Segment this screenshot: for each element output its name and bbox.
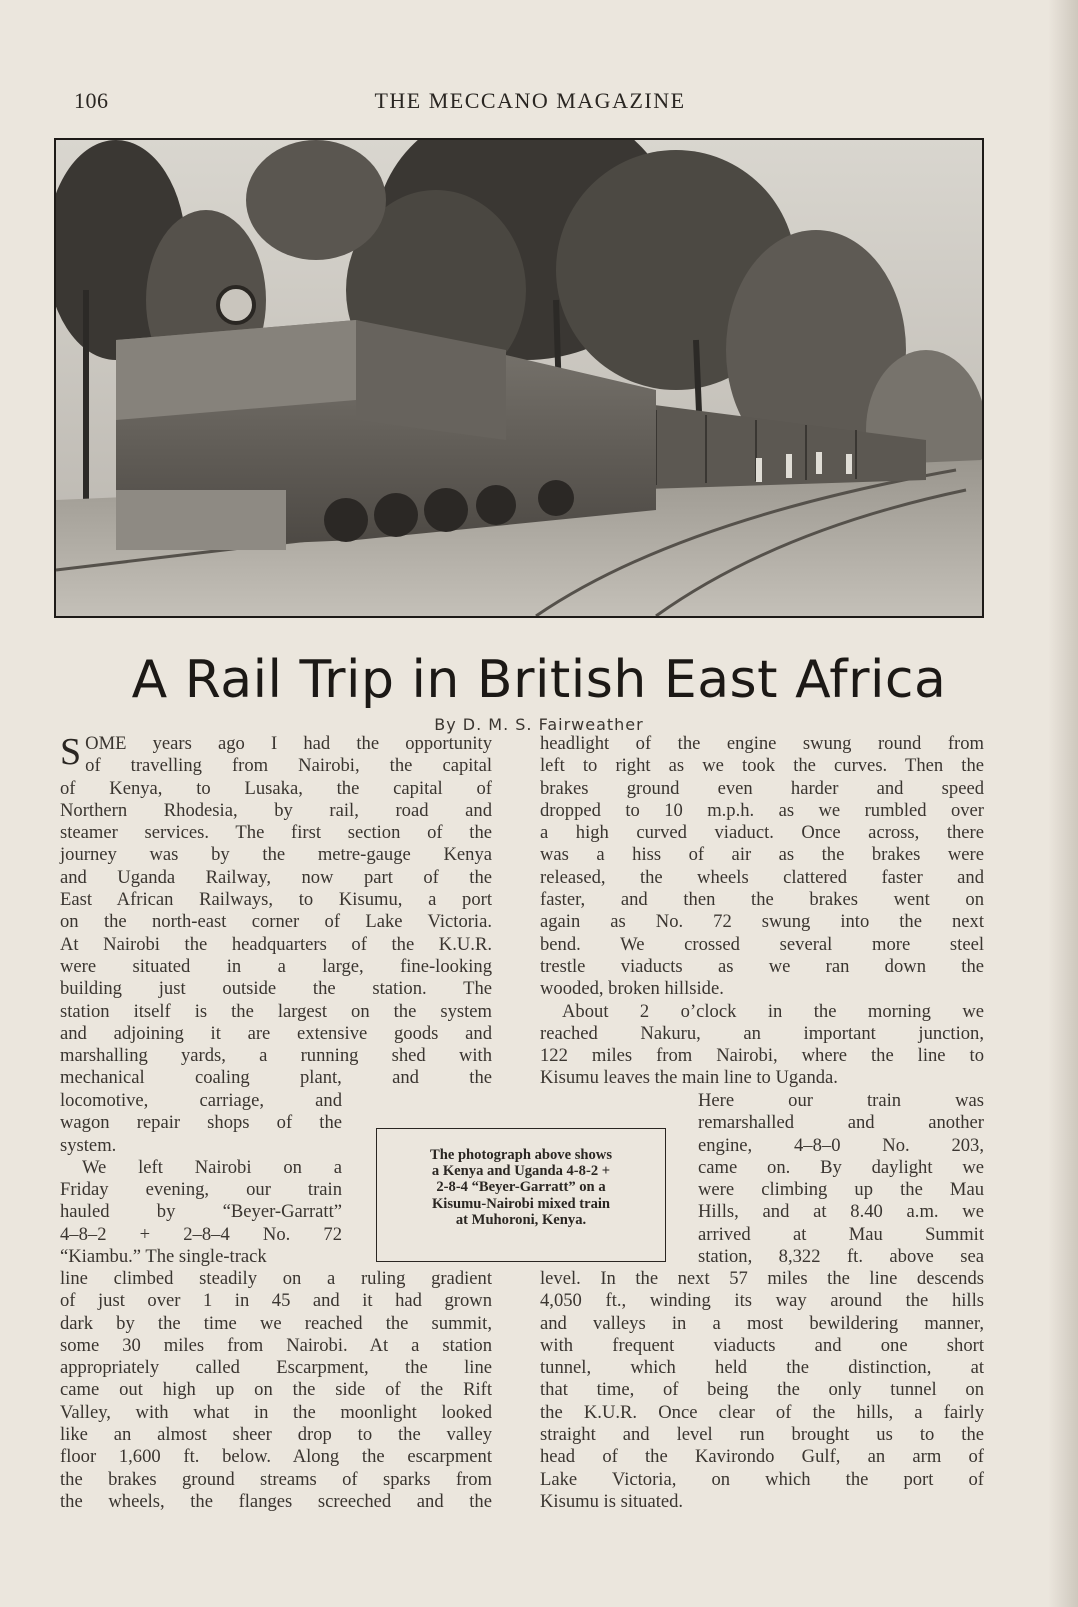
text-line: straight and level run brought us to the <box>540 1424 984 1446</box>
text-line: OME years ago I had the opportunity <box>85 733 492 754</box>
text-line: station, 8,322 ft. above sea <box>698 1246 984 1268</box>
text-line: on the north-east corner of Lake Victoria. <box>60 911 492 933</box>
text-line: tunnel, which held the distinction, at <box>540 1357 984 1379</box>
text-line: locomotive, carriage, and <box>60 1090 342 1111</box>
page-edge-shadow <box>1048 0 1078 1607</box>
train-photograph <box>54 138 984 618</box>
page-header <box>70 88 990 124</box>
text-line: were situated in a large, fine-looking <box>60 955 492 977</box>
text-line: line climbed steadily on a ruling gradient <box>60 1268 492 1289</box>
text-line: Here our train was <box>698 1090 984 1111</box>
text-line: Friday evening, our train <box>60 1179 342 1201</box>
article-title: A Rail Trip in British East Africa <box>131 650 947 710</box>
text-line: wooded, broken hillside. <box>540 978 724 1000</box>
text-line: the K.U.R. Once clear of the hills, a fairly <box>540 1401 984 1423</box>
caption-line: at Muhoroni, Kenya. <box>455 1211 587 1228</box>
text-line: trestle viaducts as we ran down the <box>540 955 984 977</box>
text-line: came on. By daylight we <box>698 1156 984 1178</box>
column-2-narrow <box>698 1090 984 1268</box>
text-line: reached Nakuru, an important junction, <box>540 1022 984 1044</box>
text-line: again as No. 72 swung into the next <box>540 911 984 933</box>
text-line: appropriately called Escarpment, the line <box>60 1357 492 1379</box>
text-line: dropped to 10 m.p.h. as we rumbled over <box>540 799 984 821</box>
text-line: 4–8–2 + 2–8–4 No. 72 <box>60 1223 342 1245</box>
magazine-title: THE MECCANO MAGAZINE <box>374 88 686 113</box>
text-line: engine, 4–8–0 No. 203, <box>698 1134 984 1156</box>
drop-cap: S <box>60 731 82 773</box>
text-line: floor 1,600 ft. below. Along the escarpment <box>60 1446 492 1468</box>
text-line: system. <box>60 1134 117 1156</box>
text-line: faster, and then the brakes went on <box>540 889 984 911</box>
text-line: and adjoining it are extensive goods and <box>60 1022 492 1044</box>
caption-line: a Kenya and Uganda 4-8-2 + <box>431 1163 611 1180</box>
text-line: We left Nairobi on a <box>82 1156 342 1178</box>
column-1-narrow <box>60 1090 342 1268</box>
text-line: At Nairobi the headquarters of the K.U.R. <box>60 933 492 955</box>
text-line: About 2 o’clock in the morning we <box>562 1000 984 1022</box>
text-line: that time, of being the only tunnel on <box>540 1379 984 1401</box>
text-line: Valley, with what in the moonlight looked <box>60 1401 492 1423</box>
text-line: head of the Kavirondo Gulf, an arm of <box>540 1446 984 1468</box>
train-photo-icon <box>56 140 982 616</box>
column-2-top <box>540 733 984 1090</box>
text-line: with frequent viaducts and one short <box>540 1334 984 1356</box>
text-line: came out high up on the side of the Rift <box>60 1379 492 1401</box>
column-2-bottom <box>540 1268 984 1513</box>
text-line: dark by the time we reached the summit, <box>60 1312 492 1334</box>
text-line: Hills, and at 8.40 a.m. we <box>698 1201 984 1223</box>
text-line: and Uganda Railway, now part of the <box>60 866 492 888</box>
text-line: of Kenya, to Lusaka, the capital of <box>60 777 492 799</box>
text-line: Northern Rhodesia, by rail, road and <box>60 799 492 821</box>
text-line: the wheels, the flanges screeched and the <box>60 1490 492 1512</box>
text-line: journey was by the metre-gauge Kenya <box>60 844 492 866</box>
text-line: “Kiambu.” The single-track <box>60 1246 267 1268</box>
text-line: some 30 miles from Nairobi. At a station <box>60 1334 492 1356</box>
text-line: and valleys in a most bewildering manner, <box>540 1312 984 1334</box>
text-line: steamer services. The first section of the <box>60 822 492 844</box>
text-line: of just over 1 in 45 and it had grown <box>60 1290 492 1312</box>
text-line: marshalling yards, a running shed with <box>60 1045 492 1067</box>
text-line: Kisumu leaves the main line to Uganda. <box>540 1067 838 1089</box>
page-number: 106 <box>74 88 109 113</box>
caption-line: Kisumu-Nairobi mixed train <box>431 1195 611 1212</box>
text-line: Kisumu is situated. <box>540 1490 684 1512</box>
text-line: like an almost sheer drop to the valley <box>60 1424 492 1446</box>
text-line: were climbing up the Mau <box>698 1179 984 1201</box>
text-line: hauled by “Beyer-Garratt” <box>60 1201 342 1223</box>
text-line: station itself is the largest on the system <box>60 1000 492 1022</box>
text-line: the brakes ground streams of sparks from <box>60 1468 492 1490</box>
text-line: wagon repair shops of the <box>60 1112 342 1134</box>
column-1-top <box>60 733 492 1090</box>
text-line: brakes ground even harder and speed <box>540 777 984 799</box>
text-line: bend. We crossed several more steel <box>540 933 984 955</box>
column-1-bottom <box>60 1268 492 1513</box>
text-line: mechanical coaling plant, and the <box>60 1067 492 1089</box>
photo-caption <box>376 1128 666 1262</box>
text-line: of travelling from Nairobi, the capital <box>85 755 492 777</box>
text-line: level. In the next 57 miles the line descends <box>540 1268 984 1289</box>
article-byline: By D. M. S. Fairweather <box>434 715 644 734</box>
text-line: remarshalled and another <box>698 1112 984 1134</box>
text-line: headlight of the engine swung round from <box>540 733 984 754</box>
text-line: East African Railways, to Kisumu, a port <box>60 889 492 911</box>
caption-line: The photograph above shows <box>429 1147 613 1163</box>
text-line: left to right as we took the curves. Then the <box>540 755 984 777</box>
text-line: released, the wheels clattered faster and <box>540 866 984 888</box>
text-line: Lake Victoria, on which the port of <box>540 1468 984 1490</box>
text-line: was a hiss of air as the brakes were <box>540 844 984 866</box>
text-line: building just outside the station. The <box>60 978 492 1000</box>
text-line: 122 miles from Nairobi, where the line to <box>540 1045 984 1067</box>
text-line: 4,050 ft., winding its way around the hills <box>540 1290 984 1312</box>
text-line: a high curved viaduct. Once across, there <box>540 822 984 844</box>
text-line: arrived at Mau Summit <box>698 1223 984 1245</box>
caption-line: 2-8-4 “Beyer-Garratt” on a <box>436 1179 606 1196</box>
